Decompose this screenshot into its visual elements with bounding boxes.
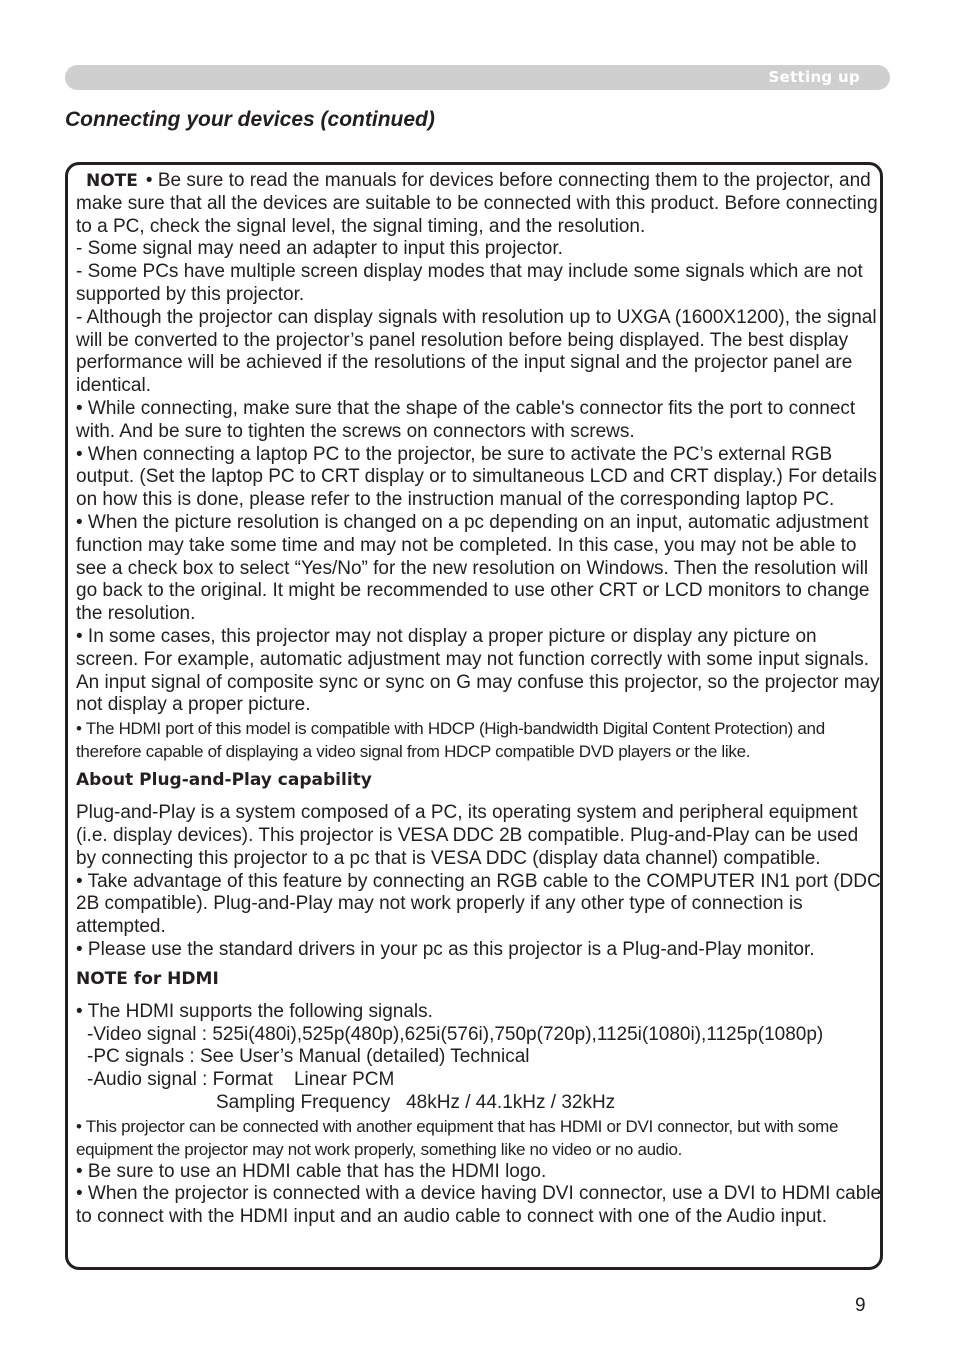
section-header-bar xyxy=(65,65,890,90)
hdmi-logo-note: • Be sure to use an HDMI cable that has the HDMI logo. xyxy=(76,1160,547,1182)
plug-and-play-heading: About Plug-and-Play capability xyxy=(76,770,372,791)
note-label: NOTE xyxy=(86,171,138,191)
dash-item: - Some PCs have multiple screen display modes that may include some signals which are not supported by this projector. xyxy=(76,261,863,305)
sampling-frequency: Sampling Frequency 48kHz / 44.1kHz / 32kHz xyxy=(216,1091,616,1113)
pc-signals: -PC signals : See User’s Manual (detailed) Technical xyxy=(87,1046,530,1068)
note-intro-text: • Be sure to read the manuals for devices before connecting them to the projector, and make sure that all the devices are suitable to be connected with this product. Before connecting to a PC, check the signal level, the signal timing, and the resolution. xyxy=(76,170,878,237)
dvi-note: • When the projector is connected with a device having DVI connector, use a DVI to HDMI cable to connect with the HDMI input and an audio cable to connect with one of the Audio input. xyxy=(76,1183,882,1228)
bullet-item: • Please use the standard drivers in your pc as this projector is a Plug-and-Play monitor. xyxy=(76,938,815,960)
section-label: Setting up xyxy=(768,68,860,86)
bullet-item: • When the picture resolution is changed on a pc depending on an input, automatic adjustment function may take some time and may not be completed. In this case, you may not be able to see a check box to select “Yes/No” for the new resolution on Windows. Then the resolution will go back to the original. It might be recommended to use other CRT or LCD monitors to change the resolution. xyxy=(76,511,870,625)
note-intro xyxy=(76,170,882,238)
hdmi-supports: • The HDMI supports the following signals. xyxy=(76,1000,433,1022)
note-content xyxy=(76,170,882,1229)
hdcp-note: • The HDMI port of this model is compatible with HDCP (High-bandwidth Digital Content Protection) and therefore capable of displaying a video signal from HDCP compatible DVD players or the like. xyxy=(76,719,825,762)
dash-item: - Some signal may need an adapter to input this projector. xyxy=(76,238,563,260)
bullet-item: • In some cases, this projector may not display a proper picture or display any picture on screen. For example, automatic adjustment may not function correctly with some input signals. An input signal of composite sync or sync on G may confuse this projector, so the projector may not display a proper picture. xyxy=(76,625,880,716)
video-signal: -Video signal : 525i(480i),525p(480p),625i(576i),750p(720p),1125i(1080i),1125p(1080p) xyxy=(87,1023,824,1045)
bullet-item: • While connecting, make sure that the shape of the cable's connector fits the port to connect with. And be sure to tighten the screws on connectors with screws. xyxy=(76,397,856,442)
page-number: 9 xyxy=(855,1295,866,1316)
dash-item: - Although the projector can display signals with resolution up to UXGA (1600X1200), the signal will be converted to the projector’s panel resolution before being displayed. The best display performance will be achieved if the resolutions of the input signal and the projector panel are identical. xyxy=(76,306,877,397)
hdmi-note-heading: NOTE for HDMI xyxy=(76,968,219,989)
bullet-item: • When connecting a laptop PC to the projector, be sure to activate the PC’s external RGB output. (Set the laptop PC to CRT display or to simultaneous LCD and CRT display.) For details on how this is done, please refer to the instruction manual of the corresponding laptop PC. xyxy=(76,443,877,511)
audio-signal: -Audio signal : Format Linear PCM xyxy=(87,1069,395,1091)
plug-and-play-paragraph: Plug-and-Play is a system composed of a PC, its operating system and peripheral equipment (i.e. display devices). This projector is VESA DDC 2B compatible. Plug-and-Play can be used by connecting this projector to a pc that is VESA DDC (display data channel) compatible. xyxy=(76,802,859,869)
hdmi-connect-note: • This projector can be connected with another equipment that has HDMI or DVI connector, but with some equipment the projector may not work properly, something like no video or no audio. xyxy=(76,1116,839,1159)
page-title: Connecting your devices (continued) xyxy=(65,108,435,131)
bullet-item: • Take advantage of this feature by connecting an RGB cable to the COMPUTER IN1 port (DDC 2B compatible). Plug-and-Play may not work properly if any other type of connection is attempted. xyxy=(76,870,881,938)
